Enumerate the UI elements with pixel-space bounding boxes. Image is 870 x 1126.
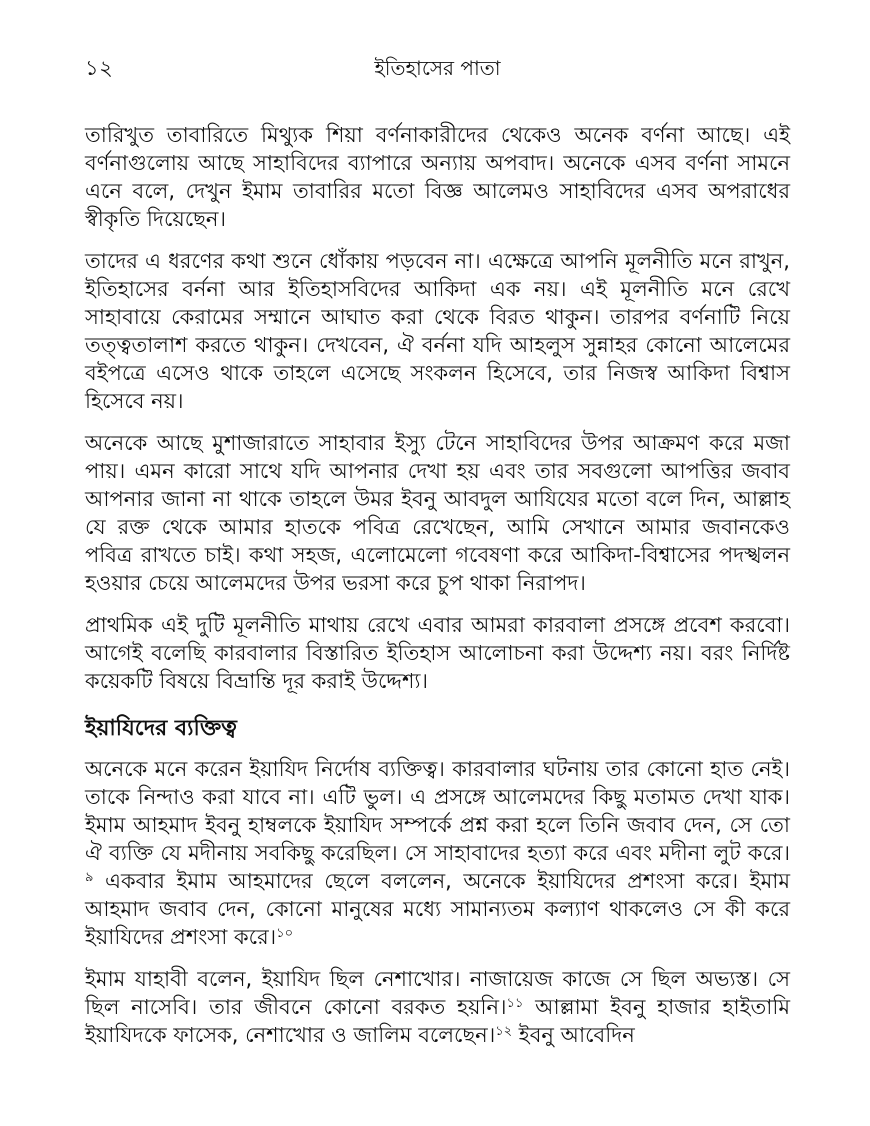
running-header: ইতিহাসের পাতা <box>374 56 501 80</box>
paragraph: তাদের এ ধরণের কথা শুনে ধোঁকায় পড়বেন না। এক্ষেত্রে আপনি মূলনীতি মনে রাখুন, ইতিহাসের বর্ননা আর ইতিহাসবিদের আকিদা এক নয়। এই মূলনীতি মনে রেখে সাহাবায়ে কেরামের সম্মানে আঘাত করা থেকে বিরত থাকুন। তারপর বর্ণনাটি নিয়ে তত্ত্বতালাশ করতে থাকুন। দেখবেন, ঐ বর্ননা যদি আহলুস সুন্নাহর কোনো আলেমের বইপত্রে এসেও থাকে তাহলে এসেছে সংকলন হিসেবে, তার নিজস্ব আকিদা বিশ্বাস হিসেবে নয়। <box>85 249 790 413</box>
paragraph: অনেকে মনে করেন ইয়াযিদ নির্দোষ ব্যক্তিত্ব। কারবালার ঘটনায় তার কোনো হাত নেই। তাকে নিন্দাও করা যাবে না। এটি ভুল। এ প্রসঙ্গে আলেমদের কিছু মতামত দেখা যাক। ইমাম আহমাদ ইবনু হাম্বলকে ইয়াযিদ সম্পর্কে প্রশ্ন করা হলে তিনি জবাব দেন, সে তো ঐ ব্যক্তি যে মদীনায় সবকিছু করেছিল। সে সাহাবাদের হত্যা করে এবং মদীনা লুট করে।$^৯$ একবার ইমাম আহমাদের ছেলে বললেন, অনেকে ইয়াযিদের প্রশংসা করে। ইমাম আহমাদ জবাব দেন, কোনো মানুষের মধ্যে সামান্যতম কল্যাণ থাকলেও সে কী করে ইয়াযিদের প্রশংসা করে।$^{১০}$ <box>85 757 790 949</box>
footnote-marker: ১১ <box>506 996 524 1011</box>
paragraph: তারিখুত তাবারিতে মিথ্যুক শিয়া বর্ণনাকারীদের থেকেও অনেক বর্ণনা আছে। এই বর্ণনাগুলোয় আছে সাহাবিদের ব্যাপারে অন্যায় অপবাদ। অনেকে এসব বর্ণনা সামনে এনে বলে, দেখুন ইমাম তাবারির মতো বিজ্ঞ আলেমও সাহাবিদের এসব অপরাধের স্বীকৃতি দিয়েছেন। <box>85 123 790 231</box>
section-heading: ইয়াযিদের ব্যক্তিত্ব <box>85 716 237 741</box>
paragraph: অনেকে আছে মুশাজারাতে সাহাবার ইস্যু টেনে সাহাবিদের উপর আক্রমণ করে মজা পায়। এমন কারো সাথে যদি আপনার দেখা হয় এবং তার সবগুলো আপত্তির জবাব আপনার জানা না থাকে তাহলে উমর ইবনু আবদুল আযিযের মতো বলে দিন, আল্লাহ যে রক্ত থেকে আমার হাতকে পবিত্র রেখেছেন, আমি সেখানে আমার জবানকেও পবিত্র রাখতে চাই। কথা সহজ, এলোমেলো গবেষণা করে আকিদা-বিশ্বাসের পদস্খলন হওয়ার চেয়ে আলেমদের উপর ভরসা করে চুপ থাকা নিরাপদ। <box>85 431 790 595</box>
footnote-marker: ১২ <box>495 1024 513 1039</box>
page-number: ১২ <box>85 56 114 80</box>
page-header <box>85 52 790 87</box>
paragraph: ইমাম যাহাবী বলেন, ইয়াযিদ ছিল নেশাখোর। নাজায়েজ কাজে সে ছিল অভ্যস্ত। সে ছিল নাসেবি। তার জীবনে কোনো বরকত হয়নি।$^{১১}$ আল্লামা ইবনু হাজার হাইতামি ইয়াযিদকে ফাসেক, নেশাখোর ও জালিম বলেছেন।$^{১২}$ ইবনু আবেদিন <box>85 967 791 1047</box>
footnote-marker: ৯ <box>85 870 94 885</box>
text-blocks <box>85 121 790 1049</box>
footnote-marker: ১০ <box>276 926 294 941</box>
paragraph: প্রাথমিক এই দুটি মূলনীতি মাথায় রেখে এবার আমরা কারবালা প্রসঙ্গে প্রবেশ করবো। আগেই বলেছি কারবালার বিস্তারিত ইতিহাস আলোচনা করা উদ্দেশ্য নয়। বরং নির্দিষ্ট কয়েকটি বিষয়ে বিভ্রান্তি দূর করাই উদ্দেশ্য। <box>85 613 790 693</box>
